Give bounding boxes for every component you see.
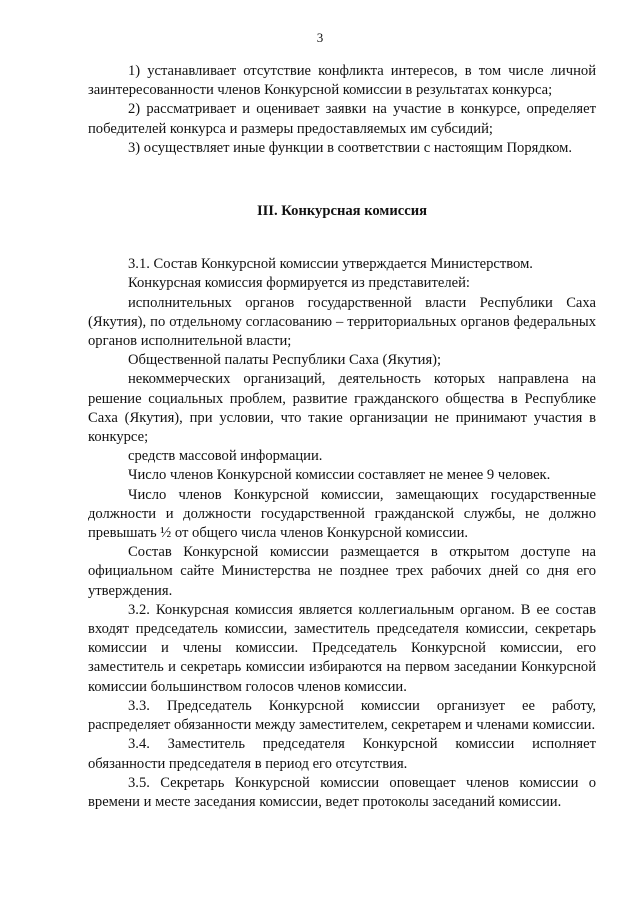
paragraph-member-count: Число членов Конкурсной комиссии составляет не менее 9 человек.: [128, 467, 551, 484]
intro-item-3: 3) осуществляет иные функции в соответствии с настоящим Порядком.: [128, 139, 573, 156]
paragraph-3-5: 3.5. Секретарь Конкурсной комиссии оповещает членов комиссии о времени и месте заседания комиссии, ведет протоколы заседаний комиссии.: [88, 774, 596, 810]
page-number: 3: [316, 30, 324, 45]
paragraph-public-chamber: Общественной палаты Республики Саха (Якутия);: [128, 352, 442, 369]
intro-item-2: 2) рассматривает и оценивает заявки на участие в конкурсе, определяет победителей конкурса и размеры предоставляемых им субсидий;: [88, 101, 596, 137]
paragraph-publication: Состав Конкурсной комиссии размещается в открытом доступе на официальном сайте Министерства не позднее трех рабочих дней со дня его утверждения.: [88, 544, 596, 599]
section-title: III. Конкурсная комиссия: [256, 203, 428, 220]
paragraph-3-2: 3.2. Конкурсная комиссия является коллегиальным органом. В ее состав входят председатель комиссии, заместитель председателя комиссии, секретарь комиссии и члены комиссии. Председатель Конкурсной комиссии, его заместитель и секретарь комиссии избираются на первом заседании Конкурсной комиссии большинством голосов членов комиссии.: [88, 601, 596, 695]
document-body: [88, 62, 596, 812]
paragraph-civil-servants-limit: Число членов Конкурсной комиссии, замещающих государственные должности и должности государственной гражданской службы, не должно превышать ½ от общего числа членов Конкурсной комиссии.: [88, 486, 596, 542]
intro-item-1: 1) устанавливает отсутствие конфликта интересов, в том числе личной заинтересованности членов Конкурсной комиссии в результатах конкурса;: [88, 63, 596, 99]
paragraph-3-4: 3.4. Заместитель председателя Конкурсной комиссии исполняет обязанности председателя в период его отсутствия.: [88, 736, 596, 772]
paragraph-commission-formation: Конкурсная комиссия формируется из представителей:: [128, 275, 470, 292]
paragraph-3-3: 3.3. Председатель Конкурсной комиссии организует ее работу, распределяет обязанности между заместителем, секретарем и членами комиссии.: [88, 697, 596, 734]
paragraph-executive-bodies: исполнительных органов государственной власти Республики Саха (Якутия), по отдельному согласованию – территориальных органов федеральных органов исполнительной власти;: [88, 294, 596, 350]
paragraph-nonprofits: некоммерческих организаций, деятельность которых направлена на решение социальных проблем, развитие гражданского общества в Республике Саха (Якутия), при условии, что такие организации не принимают участия в конкурсе;: [88, 371, 596, 446]
paragraph-mass-media: средств массовой информации.: [128, 448, 323, 465]
paragraph-3-1: 3.1. Состав Конкурсной комиссии утверждается Министерством.: [128, 256, 533, 273]
